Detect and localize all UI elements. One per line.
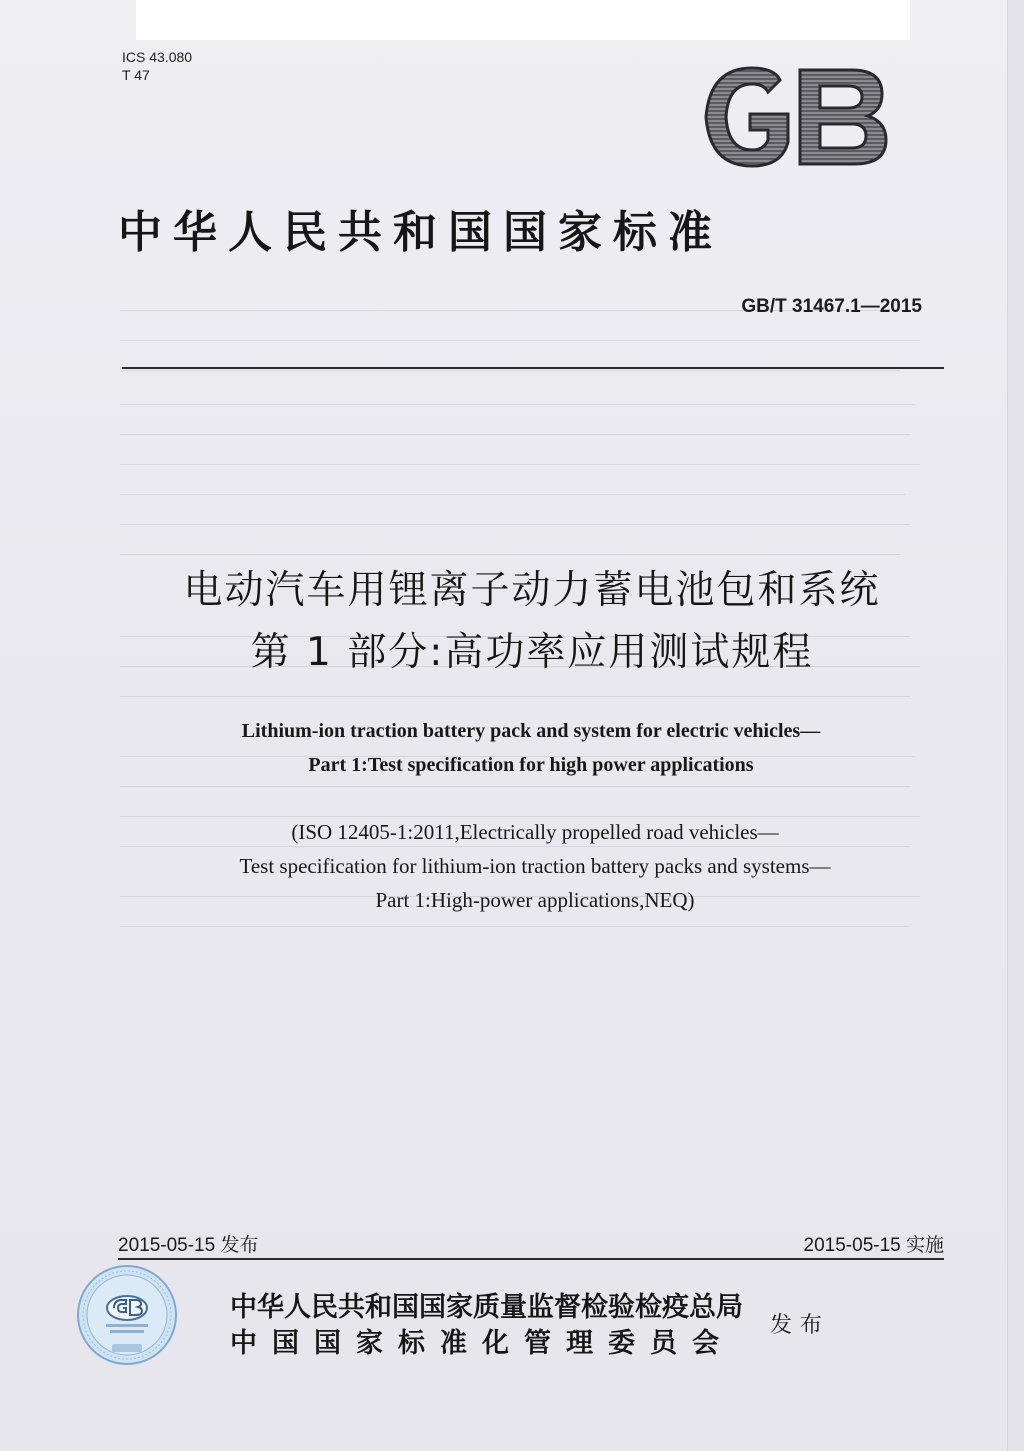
ics-code: ICS 43.080 [122, 49, 193, 65]
gb-national-standard-logo-icon [692, 62, 892, 172]
english-title [0, 714, 1024, 782]
chinese-title-line-2: 第 1 部分:高功率应用测试规程 [250, 630, 814, 675]
issue-date: 2015-05-15 发布 [118, 1235, 259, 1256]
publisher-line-1: 中华人民共和国国家质量监督检验检疫总局 [230, 1292, 743, 1323]
iso-reference [0, 815, 1024, 917]
iso-reference-line-3: Part 1:High-power applications,NEQ) [375, 888, 695, 912]
standard-number: GB/T 31467.1—2015 [741, 296, 922, 317]
publisher-line-2: 中国国家标准化管理委员会 [230, 1328, 734, 1359]
publish-action: 发布 [770, 1313, 831, 1338]
anti-counterfeit-seal-icon [76, 1264, 178, 1366]
english-title-line-1: Lithium-ion traction battery pack and system for electric vehicles— [241, 720, 821, 742]
publishers [230, 1290, 743, 1362]
chinese-title [0, 560, 1024, 684]
header-divider [122, 367, 944, 369]
footer-divider [118, 1258, 944, 1260]
implementation-date: 2015-05-15 实施 [803, 1235, 944, 1256]
iso-reference-line-1: (ISO 12405-1:2011,Electrically propelled road vehicles— [291, 820, 779, 844]
classification-block [122, 48, 192, 84]
ccs-code: T 47 [122, 67, 150, 83]
scan-highlight-strip [136, 0, 910, 40]
chinese-title-line-1: 电动汽车用锂离子动力蓄电池包和系统 [183, 568, 881, 613]
english-title-line-2: Part 1:Test specification for high power applications [308, 754, 754, 776]
national-standard-heading: 中华人民共和国国家标准 [118, 207, 723, 258]
iso-reference-line-2: Test specification for lithium-ion traction battery packs and systems— [239, 854, 831, 878]
